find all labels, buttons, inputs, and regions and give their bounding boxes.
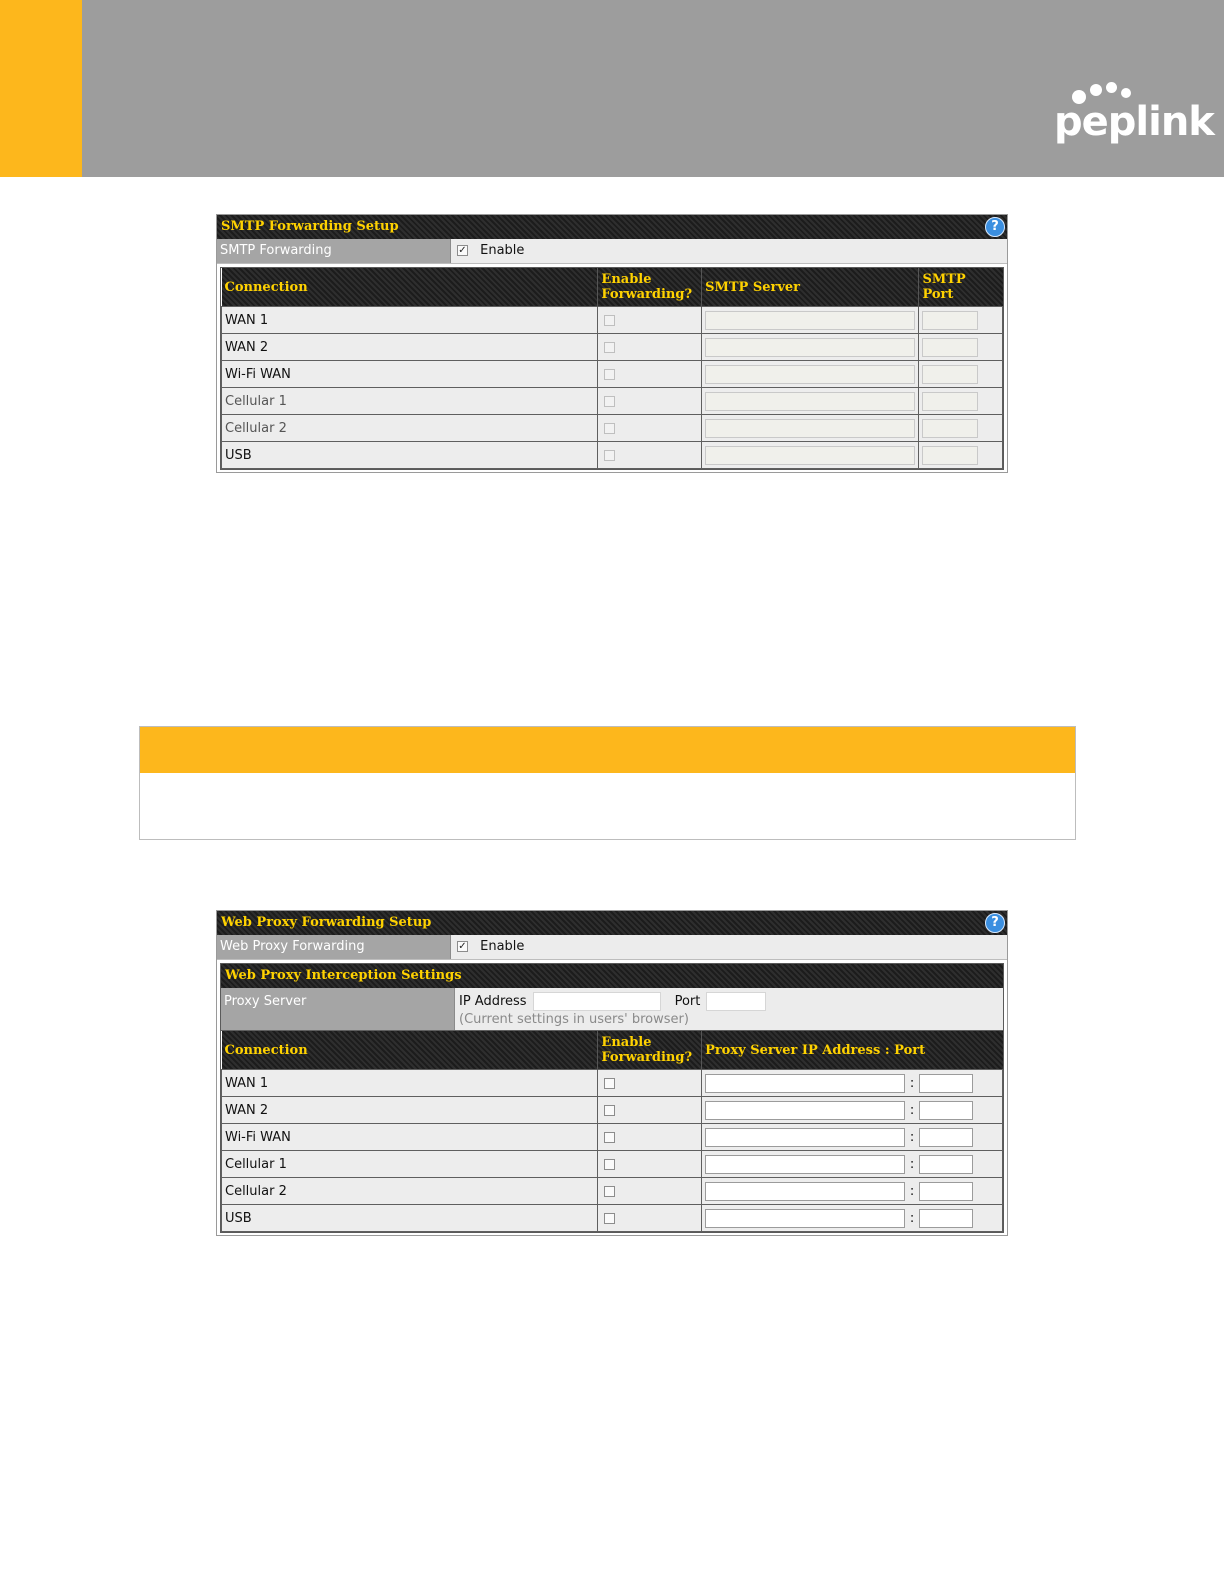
smtp-server-input[interactable] [705, 365, 915, 384]
forwarding-checkbox[interactable] [604, 423, 615, 434]
table-row [222, 1151, 1003, 1178]
col-connection: Connection [222, 268, 598, 307]
proxy-panel-title: Web Proxy Forwarding Setup ? [217, 911, 1007, 935]
connection-name: Wi-Fi WAN [222, 361, 598, 388]
forwarding-checkbox[interactable] [604, 315, 615, 326]
forwarding-checkbox[interactable] [604, 1105, 615, 1116]
page-header [0, 0, 1224, 177]
smtp-port-input[interactable] [922, 446, 978, 465]
web-proxy-forwarding-label: Web Proxy Forwarding [217, 935, 451, 959]
proxy-port-input[interactable] [706, 992, 766, 1011]
proxy-port-input[interactable] [919, 1182, 973, 1201]
smtp-server-input[interactable] [705, 446, 915, 465]
proxy-ip-input[interactable] [705, 1128, 905, 1147]
smtp-server-input[interactable] [705, 419, 915, 438]
table-row [222, 442, 1003, 469]
web-proxy-forwarding-panel [216, 910, 1008, 1236]
connection-name: Cellular 2 [222, 415, 598, 442]
col-smtp-server: SMTP Server [702, 268, 919, 307]
forwarding-checkbox[interactable] [604, 1159, 615, 1170]
forwarding-checkbox[interactable] [604, 1132, 615, 1143]
ip-address-label: IP Address [459, 993, 527, 1009]
smtp-forwarding-panel [216, 214, 1008, 473]
note-box [139, 726, 1076, 840]
proxy-port-input[interactable] [919, 1101, 973, 1120]
connection-name: WAN 1 [222, 307, 598, 334]
colon-separator: : [909, 1129, 915, 1145]
table-row [222, 415, 1003, 442]
table-row [222, 361, 1003, 388]
smtp-port-input[interactable] [922, 365, 978, 384]
proxy-ip-input[interactable] [705, 1074, 905, 1093]
colon-separator: : [909, 1183, 915, 1199]
smtp-port-input[interactable] [922, 311, 978, 330]
connection-name: Cellular 1 [222, 388, 598, 415]
proxy-enable-label: Enable [480, 939, 525, 954]
connection-name: Cellular 1 [222, 1151, 598, 1178]
table-row [222, 1070, 1003, 1097]
port-label: Port [674, 993, 701, 1009]
proxy-hint: (Current settings in users' browser) [459, 1012, 689, 1027]
forwarding-checkbox[interactable] [604, 342, 615, 353]
table-row [222, 334, 1003, 361]
smtp-server-input[interactable] [705, 311, 915, 330]
connection-name: USB [222, 1205, 598, 1232]
smtp-panel-title: SMTP Forwarding Setup ? [217, 215, 1007, 239]
proxy-port-input[interactable] [919, 1155, 973, 1174]
colon-separator: : [909, 1075, 915, 1091]
smtp-enable-label: Enable [480, 243, 525, 258]
connection-name: Cellular 2 [222, 1178, 598, 1205]
smtp-server-input[interactable] [705, 338, 915, 357]
logo-text: peplink [1054, 99, 1214, 145]
col-smtp-port: SMTP Port [919, 268, 1003, 307]
table-row [222, 307, 1003, 334]
help-icon[interactable]: ? [985, 913, 1005, 933]
smtp-connection-table [221, 268, 1003, 469]
proxy-connection-table [221, 1031, 1003, 1232]
table-row [222, 388, 1003, 415]
proxy-ip-input[interactable] [705, 1101, 905, 1120]
smtp-server-input[interactable] [705, 392, 915, 411]
proxy-ip-input[interactable] [705, 1155, 905, 1174]
connection-name: USB [222, 442, 598, 469]
proxy-ip-input[interactable] [705, 1209, 905, 1228]
smtp-port-input[interactable] [922, 419, 978, 438]
colon-separator: : [909, 1156, 915, 1172]
connection-name: Wi-Fi WAN [222, 1124, 598, 1151]
connection-name: WAN 1 [222, 1070, 598, 1097]
proxy-port-input[interactable] [919, 1209, 973, 1228]
web-proxy-forwarding-option [217, 935, 1007, 960]
col-enable-forwarding: Enable Forwarding? [598, 268, 702, 307]
smtp-enable-checkbox[interactable]: ✓ [458, 245, 467, 256]
proxy-port-input[interactable] [919, 1074, 973, 1093]
table-row [222, 1178, 1003, 1205]
colon-separator: : [909, 1102, 915, 1118]
connection-name: WAN 2 [222, 1097, 598, 1124]
forwarding-checkbox[interactable] [604, 450, 615, 461]
interception-settings-title: Web Proxy Interception Settings [221, 964, 1003, 988]
peplink-logo [1054, 78, 1214, 158]
smtp-port-input[interactable] [922, 392, 978, 411]
table-row [222, 1124, 1003, 1151]
smtp-port-input[interactable] [922, 338, 978, 357]
proxy-server-label: Proxy Server [221, 988, 455, 1030]
connection-name: WAN 2 [222, 334, 598, 361]
forwarding-checkbox[interactable] [604, 1078, 615, 1089]
col-proxy-ip-port: Proxy Server IP Address : Port [702, 1031, 1003, 1070]
help-icon[interactable]: ? [985, 217, 1005, 237]
note-box-header [140, 727, 1075, 773]
col-connection: Connection [222, 1031, 598, 1070]
forwarding-checkbox[interactable] [604, 1186, 615, 1197]
smtp-forwarding-option [217, 239, 1007, 264]
forwarding-checkbox[interactable] [604, 396, 615, 407]
smtp-forwarding-label: SMTP Forwarding [217, 239, 451, 263]
col-enable-forwarding: Enable Forwarding? [598, 1031, 702, 1070]
proxy-enable-checkbox[interactable]: ✓ [458, 941, 467, 952]
proxy-ip-input[interactable] [533, 992, 661, 1011]
table-row [222, 1205, 1003, 1232]
proxy-server-row [221, 988, 1003, 1031]
forwarding-checkbox[interactable] [604, 1213, 615, 1224]
colon-separator: : [909, 1210, 915, 1226]
forwarding-checkbox[interactable] [604, 369, 615, 380]
proxy-ip-input[interactable] [705, 1182, 905, 1201]
table-row [222, 1097, 1003, 1124]
proxy-port-input[interactable] [919, 1128, 973, 1147]
header-accent-bar [0, 0, 82, 177]
